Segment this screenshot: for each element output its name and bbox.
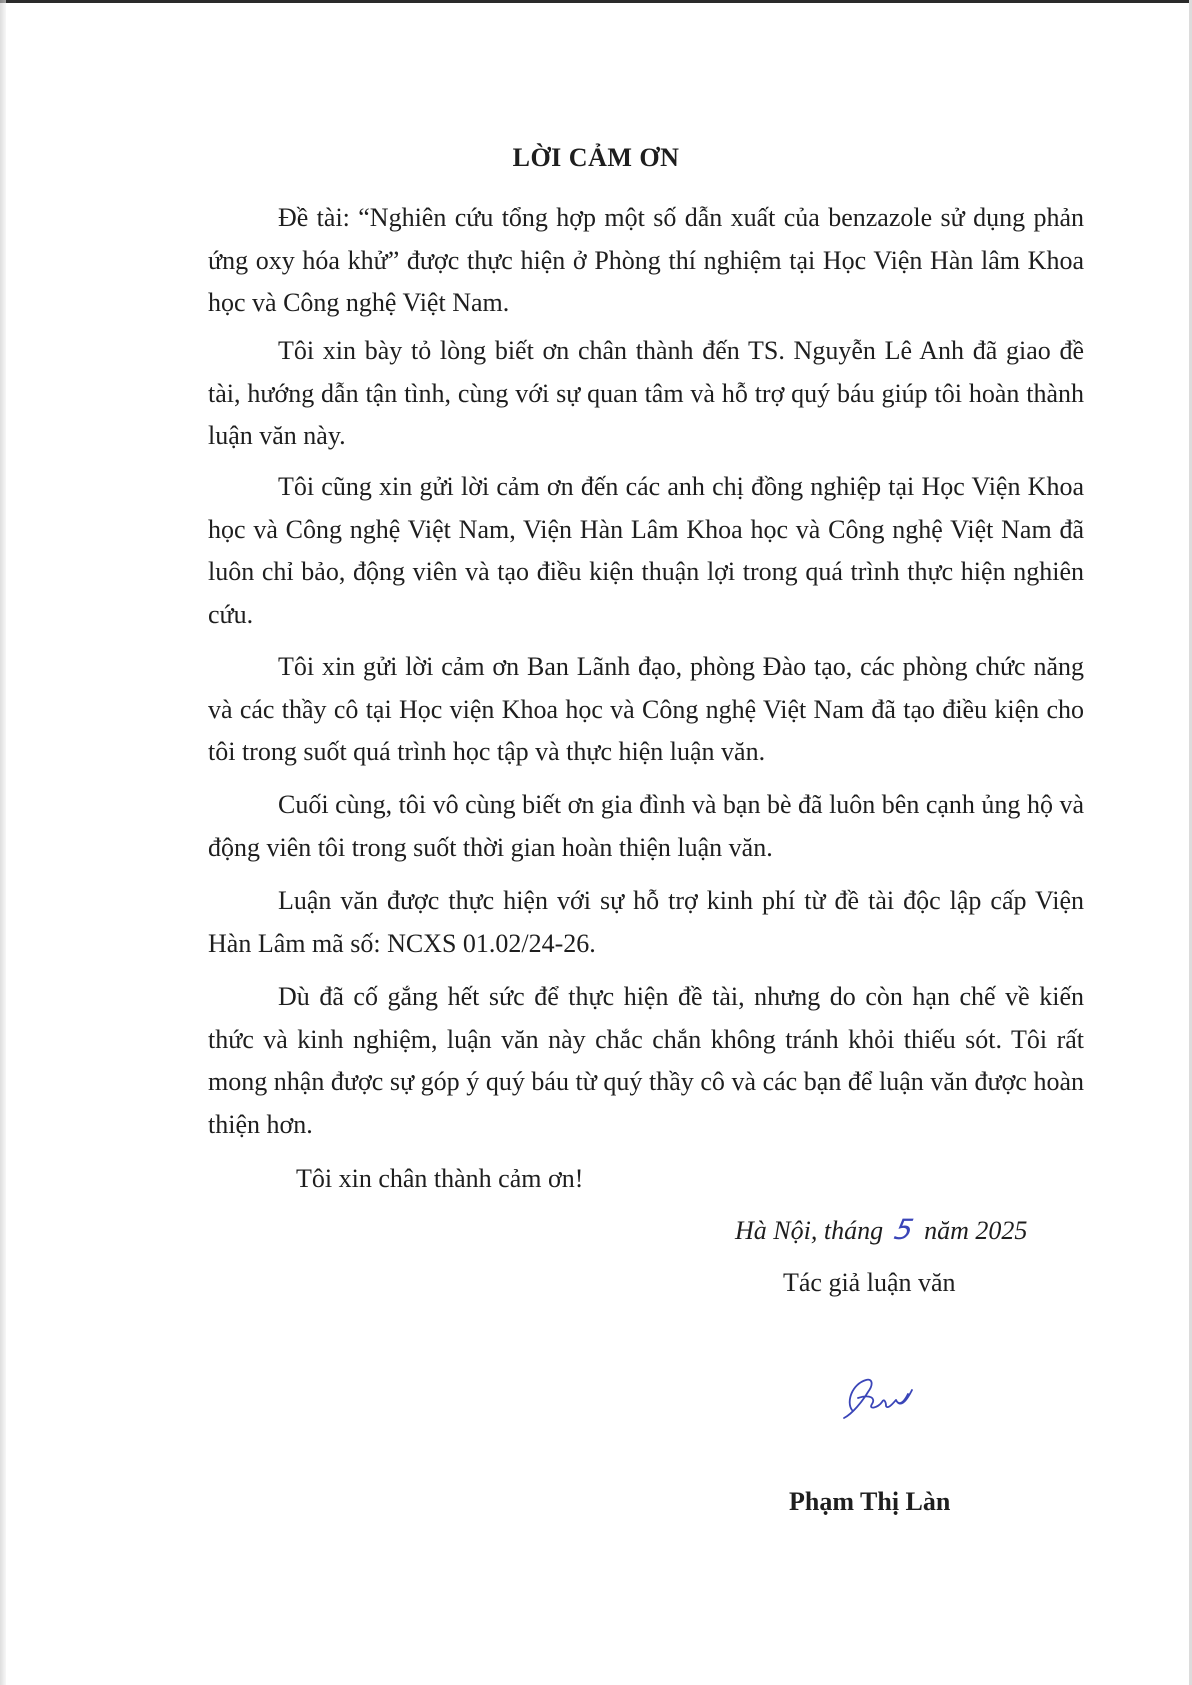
date-line <box>735 1213 1027 1246</box>
paragraph-funding: Luận văn được thực hiện với sự hỗ trợ kinh phí từ đề tài độc lập cấp Viện Hàn Lâm mã số: NCXS 01.02/24-26. <box>208 886 1084 958</box>
page-title: LỜI CẢM ƠN <box>512 143 680 172</box>
paragraph-colleagues: Tôi cũng xin gửi lời cảm ơn đến các anh chị đồng nghiệp tại Học Viện Khoa học và Công nghệ Việt Nam, Viện Hàn Lâm Khoa học và Công nghệ Việt Nam đã luôn chỉ bảo, động viên và tạo điều kiện thuận lợi trong quá trình thực hiện nghiên cứu. <box>208 472 1084 629</box>
handwritten-month: 5 <box>891 1213 916 1246</box>
closing-thanks: Tôi xin chân thành cảm ơn! <box>296 1164 584 1193</box>
scan-edge-top <box>0 0 1192 3</box>
author-label: Tác giả luận văn <box>783 1268 956 1297</box>
paragraph-institute: Tôi xin gửi lời cảm ơn Ban Lãnh đạo, phòng Đào tạo, các phòng chức năng và các thầy cô tại Học viện Khoa học và Công nghệ Việt Nam đã tạo điều kiện cho tôi trong suốt quá trình học tập và thực hiện luận văn. <box>208 652 1084 766</box>
date-prefix: Hà Nội, tháng <box>735 1216 884 1245</box>
date-suffix: năm 2025 <box>924 1216 1028 1245</box>
paragraph-limitations: Dù đã cố gắng hết sức để thực hiện đề tài, nhưng do còn hạn chế về kiến thức và kinh nghiệm, luận văn này chắc chắn không tránh khỏi thiếu sót. Tôi rất mong nhận được sự góp ý quý báu từ quý thầy cô và các bạn để luận văn được hoàn thiện hơn. <box>208 982 1084 1139</box>
signature-icon <box>838 1372 918 1422</box>
scan-edge-left <box>0 0 6 1685</box>
paragraph-topic: Đề tài: “Nghiên cứu tổng hợp một số dẫn xuất của benzazole sử dụng phản ứng oxy hóa khử” được thực hiện ở Phòng thí nghiệm tại Học Viện Hàn lâm Khoa học và Công nghệ Việt Nam. <box>208 203 1084 317</box>
author-name: Phạm Thị Làn <box>789 1487 951 1516</box>
paragraph-supervisor: Tôi xin bày tỏ lòng biết ơn chân thành đến TS. Nguyễn Lê Anh đã giao đề tài, hướng dẫn tận tình, cùng với sự quan tâm và hỗ trợ quý báu giúp tôi hoàn thành luận văn này. <box>208 336 1084 450</box>
paragraph-family: Cuối cùng, tôi vô cùng biết ơn gia đình và bạn bè đã luôn bên cạnh ủng hộ và động viên tôi trong suốt thời gian hoàn thiện luận văn. <box>208 790 1084 862</box>
